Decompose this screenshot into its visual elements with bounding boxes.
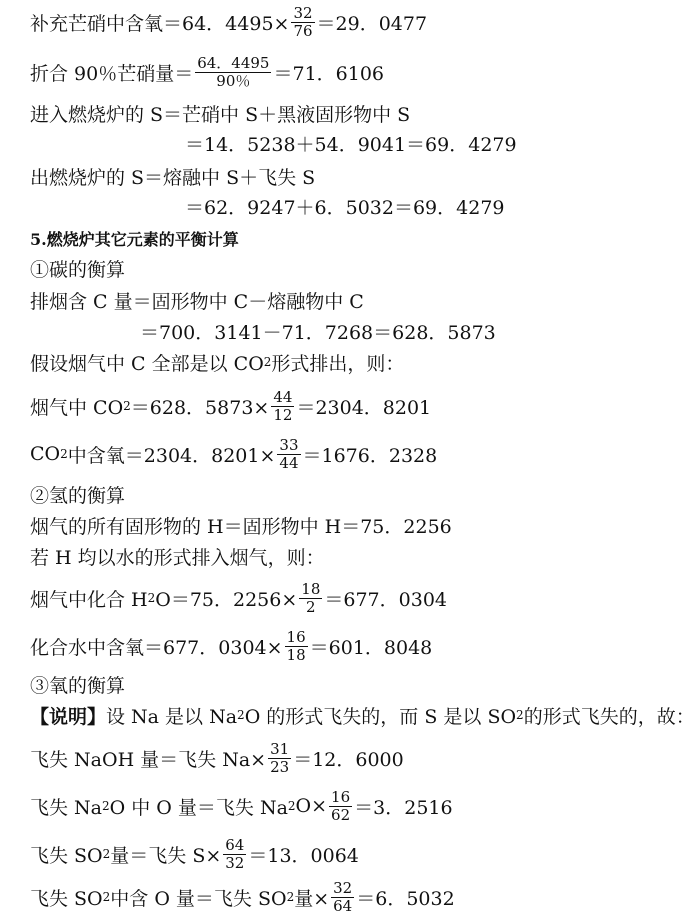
line-assume-co2 — [30, 342, 404, 382]
subscript: 2 — [147, 591, 156, 605]
text: O 中 O 量＝飞失 Na — [109, 796, 288, 819]
text: 设 Na 是以 Na — [106, 705, 238, 728]
result: ＝71．6106 — [273, 62, 385, 85]
line-water-oxygen — [30, 626, 432, 666]
text: 进入燃烧炉的 S＝芒硝中 S＋黑液固形物中 S — [30, 103, 411, 126]
subscript: 2 — [286, 890, 295, 904]
numerator: 16 — [331, 787, 351, 806]
result: ＝12．6000 — [293, 748, 404, 771]
line-so2 — [30, 834, 359, 874]
numerator: 32 — [293, 3, 313, 22]
subscript: 2 — [102, 890, 111, 904]
denominator: 18 — [286, 645, 306, 664]
text: 化合水中含氧＝677．0304× — [30, 636, 283, 659]
denominator: 64 — [333, 896, 353, 915]
subscript: 2 — [516, 708, 524, 722]
text: 补充芒硝中含氧＝64．4495× — [30, 12, 290, 35]
text: 飞失 SO — [30, 887, 103, 910]
fraction — [299, 581, 322, 616]
subscript: 2 — [123, 399, 131, 413]
text: 量× — [294, 887, 330, 910]
denominator: 12 — [273, 405, 293, 424]
numerator: 64 — [225, 835, 245, 854]
denominator: 23 — [270, 757, 290, 776]
text: O 的形式飞失的，而 S 是以 SO — [244, 705, 517, 728]
text: 烟气的所有固形物的 H＝固形物中 H＝75．2256 — [30, 515, 452, 538]
note-label: 【说明】 — [30, 705, 107, 728]
result: ＝2304．8201 — [296, 396, 432, 419]
text: 排烟含 C 量＝固形物中 C－熔融物中 C — [30, 290, 364, 313]
result: ＝601．8048 — [309, 636, 433, 659]
subscript: 2 — [102, 799, 110, 813]
text: 折合 90％芒硝量＝ — [30, 62, 194, 85]
result: ＝6．5032 — [356, 887, 455, 910]
text: O× — [295, 795, 328, 817]
line-so2-oxygen — [30, 877, 455, 917]
fraction — [331, 880, 354, 915]
line-na2o-oxygen — [30, 786, 453, 826]
denominator: 32 — [225, 853, 245, 872]
line-assume-water — [30, 536, 325, 576]
result: ＝1676．2328 — [302, 444, 438, 467]
text: 出燃烧炉的 S＝熔融中 S＋飞失 S — [30, 166, 316, 189]
text: 假设烟气中 C 全部是以 CO — [30, 352, 264, 375]
subscript: 2 — [102, 847, 111, 861]
denominator: 44 — [279, 453, 299, 472]
text: 中含氧＝2304．8201× — [67, 444, 276, 467]
numerator: 31 — [270, 739, 290, 758]
text: 中含 O 量＝飞失 SO — [110, 887, 287, 910]
result: ＝3．2516 — [354, 796, 453, 819]
line-flue-h2o — [30, 578, 447, 618]
subscript: 2 — [263, 355, 272, 369]
text: ＝700．3141－71．7268＝628．5873 — [140, 321, 496, 344]
section-title: 5.燃烧炉其它元素的平衡计算 — [30, 229, 239, 249]
numerator: 64．4495 — [197, 53, 270, 72]
denominator: 62 — [331, 805, 351, 824]
line-note — [30, 695, 695, 735]
text: ＝14．5238＋54．9041＝69．4279 — [185, 133, 517, 156]
fraction — [268, 741, 291, 776]
line-naoh — [30, 738, 404, 778]
result: ＝13．0064 — [248, 844, 359, 867]
subscript: 2 — [237, 708, 245, 722]
fraction — [291, 5, 314, 40]
text: 形式排出，则： — [271, 352, 405, 375]
numerator: 18 — [301, 579, 321, 598]
fraction — [329, 789, 352, 824]
text: 飞失 Na — [30, 796, 102, 819]
denominator: 76 — [293, 21, 313, 40]
numerator: 32 — [333, 878, 353, 897]
fraction — [285, 629, 308, 664]
subscript: 2 — [287, 799, 296, 813]
text: 的形式飞失的，故： — [523, 705, 695, 728]
subsection-title: ②氢的衡算 — [30, 484, 126, 507]
fraction — [223, 837, 246, 872]
line-supplement-oxygen — [30, 2, 427, 42]
text: 若 H 均以水的形式排入烟气，则： — [30, 546, 325, 569]
subscript: 2 — [60, 447, 68, 461]
denominator: 2 — [306, 597, 316, 616]
fraction — [277, 437, 300, 472]
text: ＝62．9247＋6．5032＝69．4279 — [185, 196, 505, 219]
text: ＝628．5873× — [130, 396, 270, 419]
text: 量＝飞失 S× — [110, 844, 222, 867]
subsection-title: ③氧的衡算 — [30, 674, 126, 697]
line-co2-oxygen — [30, 434, 437, 474]
text: 烟气中 CO — [30, 396, 124, 419]
text: O＝75．2256× — [155, 588, 298, 611]
text: 烟气中化合 H — [30, 588, 148, 611]
numerator: 44 — [273, 387, 293, 406]
result: ＝677．0304 — [324, 588, 447, 611]
numerator: 16 — [286, 627, 306, 646]
line-flue-co2 — [30, 386, 431, 426]
line-mirabilite-90 — [30, 52, 384, 92]
numerator: 33 — [279, 435, 299, 454]
text: 飞失 SO — [30, 844, 103, 867]
denominator: 90％ — [216, 71, 251, 90]
text: 飞失 NaOH 量＝飞失 Na× — [30, 748, 267, 771]
result: ＝29．0477 — [316, 12, 428, 35]
fraction — [195, 55, 271, 90]
subsection-title: ①碳的衡算 — [30, 258, 126, 281]
fraction — [271, 389, 294, 424]
text: CO — [30, 443, 61, 465]
